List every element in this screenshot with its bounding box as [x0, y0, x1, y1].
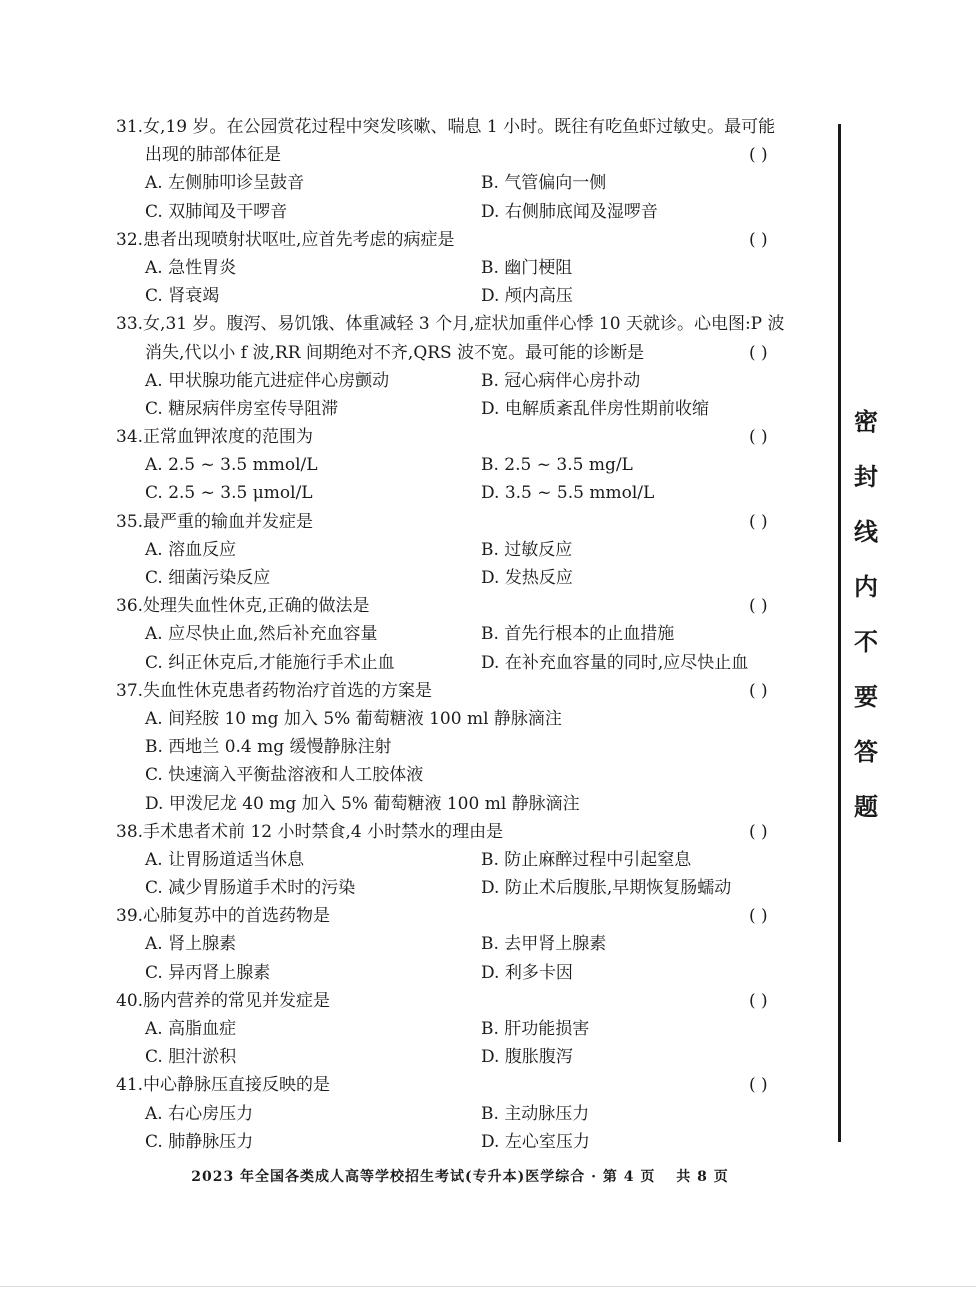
question-stem-text: 肠内营养的常见并发症是 — [143, 990, 331, 1011]
option-d: D. 腹胀腹泻 — [481, 1047, 573, 1068]
question-stem-text: 失血性休克患者药物治疗首选的方案是 — [143, 680, 433, 701]
question-stem-continued — [116, 339, 816, 367]
option-d: D. 颅内高压 — [481, 286, 573, 307]
option-b: B. 肝功能损害 — [481, 1019, 590, 1039]
question-31 — [116, 113, 816, 226]
option-b: B. 主动脉压力 — [481, 1103, 590, 1124]
option-row — [116, 282, 816, 310]
question-stem — [116, 987, 816, 1015]
question-stem — [116, 1071, 816, 1099]
answer-blank: ( ) — [749, 821, 768, 842]
option-row — [116, 930, 816, 958]
option-c: C. 双肺闻及干啰音 — [145, 201, 288, 222]
option-row — [116, 959, 816, 987]
option-row — [116, 649, 816, 677]
question-number: 38. — [116, 821, 144, 842]
seal-char: 题 — [854, 793, 878, 821]
scan-edge-line — [0, 1286, 976, 1287]
option-a: A. 肾上腺素 — [145, 934, 237, 955]
question-stem-text: 女,31 岁。腹泻、易饥饿、体重减轻 3 个月,症状加重伴心悸 10 天就诊。心电图:P 波 — [143, 314, 785, 335]
option-a: A. 间羟胺 10 mg 加入 5% 葡萄糖液 100 ml 静脉滴注 — [145, 708, 562, 729]
question-38 — [116, 818, 816, 903]
option-row — [116, 1100, 816, 1128]
answer-blank: ( ) — [749, 229, 768, 250]
question-stem-text: 处理失血性休克,正确的做法是 — [143, 596, 370, 617]
question-stem — [116, 310, 816, 338]
option-row — [116, 846, 816, 874]
question-stem-continued — [116, 141, 816, 169]
option-row — [116, 536, 816, 564]
question-number: 37. — [116, 680, 144, 701]
option-c: C. 减少胃肠道手术时的污染 — [145, 878, 356, 899]
option-c: C. 糖尿病伴房室传导阻滞 — [145, 398, 339, 419]
answer-blank: ( ) — [749, 511, 768, 532]
option-b: B. 冠心病伴心房扑动 — [481, 370, 641, 391]
option-a: A. 右心房压力 — [145, 1103, 254, 1124]
option-b: B. 首先行根本的止血措施 — [481, 624, 675, 645]
question-number: 33. — [116, 314, 144, 335]
question-number: 40. — [116, 990, 144, 1011]
question-stem-text: 手术患者术前 12 小时禁食,4 小时禁水的理由是 — [143, 821, 504, 842]
option-d: D. 3.5 ~ 5.5 mmol/L — [481, 483, 655, 504]
option-b: B. 过敏反应 — [481, 539, 573, 560]
option-c: C. 胆汁淤积 — [145, 1047, 237, 1068]
question-number: 32. — [116, 229, 144, 250]
question-33 — [116, 310, 816, 423]
option-row — [116, 198, 816, 226]
option-d: D. 电解质紊乱伴房性期前收缩 — [481, 398, 709, 419]
question-list — [116, 113, 816, 1156]
question-stem-text: 出现的肺部体征是 — [145, 145, 281, 166]
option-d: D. 利多卡因 — [481, 962, 573, 983]
option-row — [116, 254, 816, 282]
answer-blank: ( ) — [749, 990, 768, 1011]
question-35 — [116, 508, 816, 593]
question-stem — [116, 902, 816, 930]
option-row — [116, 479, 816, 507]
question-32 — [116, 226, 816, 311]
answer-blank: ( ) — [749, 342, 768, 363]
option-row — [116, 451, 816, 479]
question-37 — [116, 677, 816, 818]
option-row — [116, 169, 816, 197]
option-row — [116, 395, 816, 423]
question-stem-text: 正常血钾浓度的范围为 — [143, 427, 314, 448]
option-a: A. 让胃肠道适当休息 — [145, 849, 305, 870]
option-d: D. 右侧肺底闻及湿啰音 — [481, 201, 658, 222]
answer-blank: ( ) — [749, 680, 768, 701]
seal-warning — [846, 395, 886, 835]
question-stem-text: 患者出现喷射状呕吐,应首先考虑的病症是 — [143, 229, 455, 250]
question-stem — [116, 592, 816, 620]
option-a: A. 高脂血症 — [145, 1019, 237, 1039]
seal-char: 线 — [854, 518, 878, 546]
question-stem-text: 心肺复苏中的首选药物是 — [143, 906, 331, 927]
option-row — [116, 367, 816, 395]
seal-char: 封 — [854, 463, 878, 491]
option-c: C. 肺静脉压力 — [145, 1131, 254, 1152]
option-a: A. 甲状腺功能亢进症伴心房颤动 — [145, 370, 390, 391]
question-39 — [116, 902, 816, 987]
option-b: B. 幽门梗阻 — [481, 257, 573, 278]
question-number: 36. — [116, 596, 144, 617]
question-40 — [116, 987, 816, 1072]
question-stem — [116, 113, 816, 141]
option-d: D. 在补充血容量的同时,应尽快止血 — [481, 652, 749, 673]
option-c: C. 异丙肾上腺素 — [145, 962, 271, 983]
option-c: C. 肾衰竭 — [145, 286, 220, 307]
option-b: B. 去甲肾上腺素 — [481, 934, 607, 955]
question-stem — [116, 677, 816, 705]
question-number: 31. — [116, 117, 144, 137]
question-41 — [116, 1071, 816, 1156]
option-d: D. 防止术后腹胀,早期恢复肠蠕动 — [481, 878, 732, 899]
option-b: B. 西地兰 0.4 mg 缓慢静脉注射 — [145, 737, 392, 758]
option-d: D. 甲泼尼龙 40 mg 加入 5% 葡萄糖液 100 ml 静脉滴注 — [145, 793, 580, 814]
option-c: C. 2.5 ~ 3.5 μmol/L — [145, 483, 313, 504]
option-row — [116, 761, 816, 789]
question-stem-text: 消失,代以小 f 波,RR 间期绝对不齐,QRS 波不宽。最可能的诊断是 — [145, 342, 645, 363]
seal-line — [838, 124, 841, 1142]
seal-char: 答 — [854, 738, 878, 766]
question-36 — [116, 592, 816, 677]
question-number: 39. — [116, 906, 144, 927]
question-stem — [116, 818, 816, 846]
option-c: C. 细菌污染反应 — [145, 568, 271, 588]
question-34 — [116, 423, 816, 508]
option-a: A. 左侧肺叩诊呈鼓音 — [145, 173, 305, 194]
option-b: B. 气管偏向一侧 — [481, 173, 607, 194]
option-row — [116, 620, 816, 648]
question-number: 34. — [116, 427, 144, 448]
question-stem — [116, 508, 816, 536]
option-row — [116, 790, 816, 818]
option-a: A. 溶血反应 — [145, 539, 237, 560]
option-d: D. 发热反应 — [481, 568, 573, 588]
option-b: B. 2.5 ~ 3.5 mg/L — [481, 455, 633, 476]
question-stem-text: 最严重的输血并发症是 — [143, 511, 314, 532]
option-row — [116, 874, 816, 902]
seal-char: 内 — [854, 573, 878, 601]
option-row — [116, 705, 816, 733]
question-number: 41. — [116, 1075, 144, 1096]
question-stem-text: 中心静脉压直接反映的是 — [143, 1075, 331, 1096]
answer-blank: ( ) — [749, 906, 768, 927]
option-row — [116, 1043, 816, 1071]
question-stem — [116, 226, 816, 254]
seal-char: 要 — [854, 683, 878, 711]
option-d: D. 左心室压力 — [481, 1131, 590, 1152]
option-row — [116, 1128, 816, 1156]
question-stem — [116, 423, 816, 451]
option-c: C. 纠正休克后,才能施行手术止血 — [145, 652, 395, 673]
question-stem-text: 女,19 岁。在公园赏花过程中突发咳嗽、喘息 1 小时。既往有吃鱼虾过敏史。最可能 — [143, 117, 776, 137]
option-row — [116, 1015, 816, 1043]
option-a: A. 应尽快止血,然后补充血容量 — [145, 624, 378, 645]
seal-char: 不 — [854, 628, 878, 656]
option-b: B. 防止麻醉过程中引起窒息 — [481, 849, 692, 870]
option-row — [116, 733, 816, 761]
question-number: 35. — [116, 511, 144, 532]
option-a: A. 急性胃炎 — [145, 257, 237, 278]
page-footer: 2023 年全国各类成人高等学校招生考试(专升本)医学综合 · 第 4 页 共 8 页 — [191, 1169, 729, 1185]
answer-blank: ( ) — [749, 596, 768, 617]
option-row — [116, 564, 816, 592]
option-c: C. 快速滴入平衡盐溶液和人工胶体液 — [145, 765, 424, 786]
answer-blank: ( ) — [749, 427, 768, 448]
answer-blank: ( ) — [749, 145, 768, 166]
option-a: A. 2.5 ~ 3.5 mmol/L — [145, 455, 318, 476]
answer-blank: ( ) — [749, 1075, 768, 1096]
seal-char: 密 — [854, 408, 878, 436]
